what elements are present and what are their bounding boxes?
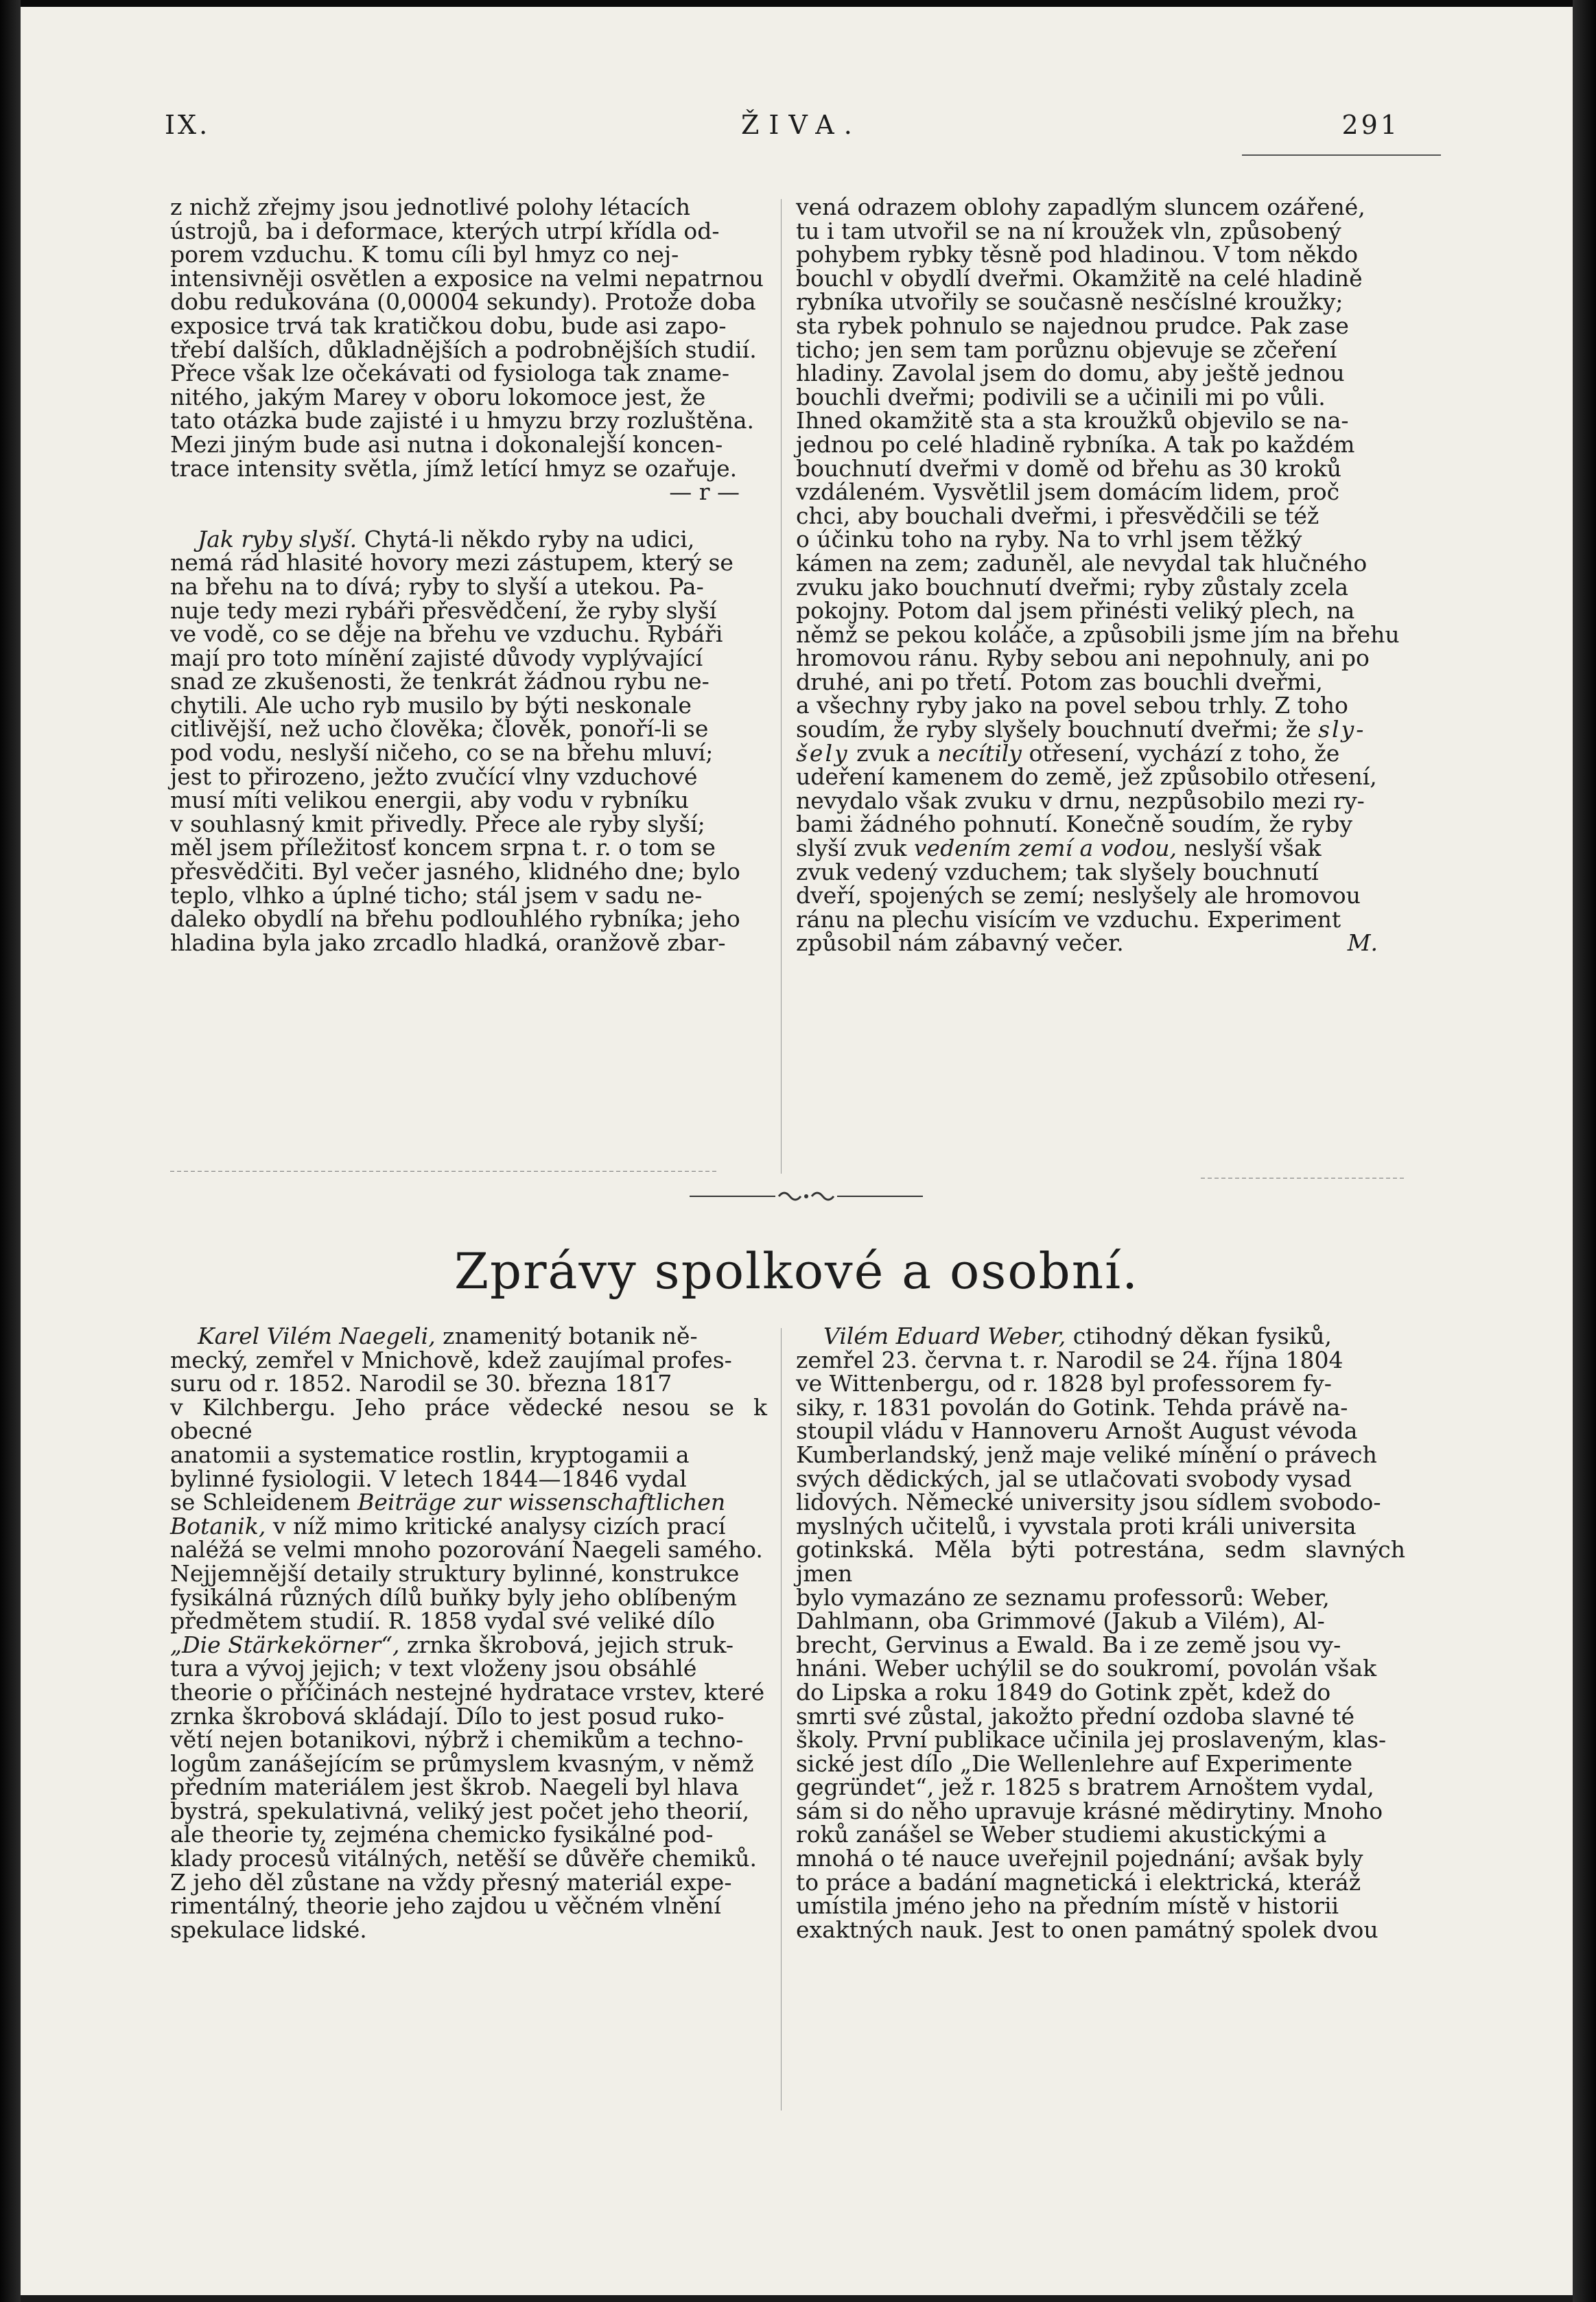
text-line: v Kilchbergu. Jeho práce vědecké nesou se k obecné — [170, 1393, 767, 1445]
text-line: třebí dalších, důkladnějších a podrobnějších studií. — [170, 336, 757, 363]
text-run: zrnka škrobová, jejich struk- — [399, 1631, 734, 1658]
text-line: gegründet“, jež r. 1825 s bratrem Arnoštem vydal, — [796, 1774, 1374, 1801]
text-line: intensivněji osvětlen a exposice na velmi nepatrnou — [170, 264, 764, 292]
text-line: jednou po celé hladině rybníka. A tak po každém — [796, 430, 1355, 458]
text-line: porem vzduchu. K tomu cíli byl hmyz co nej- — [170, 241, 679, 268]
journal-title: ŽIVA. — [741, 110, 862, 140]
text-line: tura a vývoj jejich; v text vloženy jsou obsáhlé — [170, 1655, 697, 1682]
text-line: chci, aby bouchali dveřmi, i přesvědčili se též — [796, 502, 1319, 529]
text-run: se Schleidenem — [170, 1489, 358, 1516]
text-line: suru od r. 1852. Narodil se 30. března 1817 — [170, 1370, 672, 1397]
running-header — [165, 110, 1400, 151]
text-line: mecký, zemřel v Mnichově, kdež zaujímal profes- — [170, 1346, 732, 1373]
text-line: anatomii a systematice rostlin, kryptogamii a — [170, 1441, 690, 1468]
text-line: teplo, vlhko a úplné ticho; stál jsem v sadu ne- — [170, 881, 703, 909]
text-run: v níž mimo kritické analysy cizích prací — [266, 1512, 726, 1539]
text-line: klady procesů vitálných, netěší se důvěře chemiků. — [170, 1845, 757, 1872]
text-line: musí míti velikou energii, aby vodu v rybníku — [170, 787, 689, 814]
header-rule — [1242, 154, 1441, 156]
text-line: hladina byla jako zrcadlo hladká, oranžově zbar- — [170, 929, 726, 956]
text-line: na břehu na to dívá; ryby to slyší a utekou. Pa- — [170, 572, 704, 600]
text-line: jest to přirozeno, ježto zvučící vlny vzduchové — [170, 763, 698, 790]
text-line: ve Wittenbergu, od r. 1828 byl professorem fy- — [796, 1370, 1332, 1397]
text-line: školy. První publikace učinila jej proslaveným, klas- — [796, 1726, 1387, 1754]
person-name: Vilém Eduard Weber, — [823, 1323, 1066, 1349]
text-line — [796, 931, 1405, 955]
text-line: o účinku toho na ryby. Na to vrhl jsem těžký — [796, 526, 1302, 553]
text-line: v souhlasný kmit přivedly. Přece ale ryby slyší; — [170, 810, 705, 837]
text-line: sám si do něho upravuje krásné mědirytiny. Mnoho — [796, 1797, 1383, 1824]
text-line: rimentálný, theorie jeho zajdou u věčném vlnění — [170, 1892, 721, 1920]
book-title: „Die Stärkekörner“, — [170, 1631, 400, 1658]
text-line: stoupil vládu v Hannoveru Arnošt August vévoda — [796, 1417, 1358, 1445]
emphasis-run: vedením zemí a vodou, — [913, 835, 1177, 862]
text-line: Mezi jiným bude asi nutna i dokonalejší koncen- — [170, 430, 723, 458]
emphasis-run: necítily — [937, 739, 1022, 767]
text-line: bami žádného pohnutí. Konečně soudím, že ryby — [796, 811, 1353, 838]
text-line: dobu redukována (0,00004 sekundy). Protože doba — [170, 288, 756, 316]
text-line: bouchl v obydlí dveřmi. Okamžitě na celé hladině — [796, 264, 1363, 292]
text-line: snad ze zkušenosti, že tenkrát žádnou rybu ne- — [170, 668, 709, 695]
text-run: otřesení, vychází z toho, že — [1021, 739, 1340, 767]
column-top-left — [170, 196, 767, 955]
text-line: nuje tedy mezi rybáři přesvědčení, že ryby slyší — [170, 596, 717, 624]
text-line: do Lipska a roku 1849 do Gotink zpět, kdež do — [796, 1678, 1331, 1706]
article-signature: — r — — [669, 478, 740, 506]
text-line: nevydalo však zvuku v drnu, nezpůsobilo mezi ry- — [796, 787, 1365, 814]
text-line: nitého, jakým Marey v oboru lokomoce jest, že — [170, 383, 706, 410]
text-line: zrnka škrobová skládají. Dílo to jest posud ruko- — [170, 1702, 725, 1730]
text-line: nemá rád hlasité hovory mezi zástupem, který se — [170, 549, 734, 577]
scan-border-top — [0, 0, 1596, 7]
text-run: Chytá-li někdo ryby na udici, — [364, 525, 695, 553]
text-line: ticho; jen sem tam porůznu objevuje se zčeření — [796, 336, 1337, 363]
text-line: Z jeho děl zůstane na vždy přesný materiál expe- — [170, 1868, 732, 1896]
column-top-right — [796, 196, 1405, 955]
text-line: ve vodě, co se děje na břehu ve vzduchu. Rybáři — [170, 620, 723, 648]
text-line: Nejjemnější detaily struktury bylinné, konstrukce — [170, 1559, 740, 1587]
emphasis-run: sly- — [1318, 716, 1366, 743]
text-line: mnohá o té nauce uveřejnil pojednání; avšak byly — [796, 1845, 1363, 1872]
text-line: vzdáleném. Vysvětlil jsem domácím lidem, proč — [796, 478, 1340, 506]
text-line: hladiny. Zavolal jsem do domu, aby ještě jednou — [796, 360, 1345, 387]
text-line: Dahlmann, oba Grimmové (Jakub a Vilém), Al- — [796, 1607, 1325, 1635]
text-line: tu i tam utvořil se na ní kroužek vln, způsobený — [796, 217, 1341, 244]
text-line: smrti své zůstal, jakožto přední ozdoba slavné té — [796, 1702, 1354, 1730]
text-line: z nichž zřejmy jsou jednotlivé polohy létacích — [170, 194, 691, 220]
text-line: daleko obydlí na břehu podlouhlého rybníka; jeho — [170, 905, 740, 933]
book-title: Beiträge zur wissenschaftlichen — [357, 1489, 726, 1516]
text-line: hnáni. Weber uchýlil se do soukromí, povolán však — [796, 1655, 1377, 1682]
emphasis-run: šely — [796, 739, 849, 767]
text-line: logům zanášejícím se průmyslem kvasným, v němž — [170, 1749, 754, 1777]
document-page — [21, 7, 1573, 2295]
text-line: sické jest dílo „Die Wellenlehre auf Experimente — [796, 1749, 1353, 1777]
volume-number: IX. — [165, 110, 211, 140]
text-line: roků zanášel se Weber studiemi akustickými a — [796, 1821, 1327, 1848]
text-line: měl jsem příležitosť koncem srpna t. r. o tom se — [170, 834, 716, 861]
text-line: naléžá se velmi mnoho pozorování Naegeli samého. — [170, 1536, 763, 1563]
scan-border-right — [1573, 0, 1596, 2302]
text-line: předmětem studií. R. 1858 vydal své veliké dílo — [170, 1607, 716, 1635]
text-line: pokojny. Potom dal jsem přinésti veliký plech, na — [796, 597, 1355, 625]
text-line: Kumberlandský, jenž maje veliké mínění o právech — [796, 1441, 1377, 1468]
text-line: chytili. Ale ucho ryb musilo by býti neskonale — [170, 691, 692, 719]
text-line: zvuku jako bouchnutí dveřmi; ryby zůstaly zcela — [796, 573, 1349, 601]
text-line: zemřel 23. června t. r. Narodil se 24. října 1804 — [796, 1346, 1343, 1373]
person-name: Karel Vilém Naegeli, — [198, 1323, 436, 1349]
text-line: Ihned okamžitě sta a sta kroužků objevilo se na- — [796, 407, 1349, 434]
text-line: lidových. Německé university jsou sídlem svobodo- — [796, 1489, 1381, 1516]
text-run: ctihodný děkan fysiků, — [1066, 1323, 1332, 1349]
text-run: slyší zvuk — [796, 835, 914, 862]
text-run: zvuk a — [849, 739, 938, 767]
text-line: tato otázka bude zajisté i u hmyzu brzy rozluštěna. — [170, 407, 754, 434]
text-line — [170, 1491, 767, 1515]
text-line: bystrá, spekulativná, veliký jest počet jeho theorií, — [170, 1797, 750, 1824]
column-end-rule — [170, 1171, 719, 1172]
text-line — [796, 718, 1405, 742]
text-line: sta rybek pohnulo se najednou prudce. Pak zase — [796, 312, 1349, 339]
text-line: ránu na plechu visícím ve vzduchu. Experiment — [796, 905, 1341, 933]
text-line: ústrojů, ba i deformace, kterých utrpí křídla od- — [170, 217, 720, 244]
text-line — [796, 1325, 1405, 1349]
text-line: ale theorie ty, zejména chemicko fysikálné pod- — [170, 1821, 714, 1848]
text-line: a všechny ryby jako na povel sebou trhly. Z toho — [796, 692, 1348, 719]
text-line: předním materiálem jest škrob. Naegeli byl hlava — [170, 1774, 739, 1801]
text-line — [796, 837, 1405, 861]
text-line: němž se pekou koláče, a způsobili jsme jím na břehu — [796, 620, 1400, 648]
text-line: druhé, ani po třetí. Potom zas bouchli dveřmi, — [796, 668, 1323, 695]
text-line: fysikálná různých dílů buňky byly jeho oblíbeným — [170, 1583, 738, 1611]
text-line: kámen na zem; zaduněl, ale nevydal tak hlučného — [796, 549, 1368, 577]
text-line: hromovou ránu. Ryby sebou ani nepohnuly, ani po — [796, 644, 1370, 672]
column-divider — [781, 1328, 782, 2111]
text-line: udeření kamenem do země, jež způsobilo otřesení, — [796, 763, 1377, 791]
text-line: exposice trvá tak kratičkou dobu, bude asi zapo- — [170, 312, 727, 339]
text-line: exaktných nauk. Jest to onen památný spolek dvou — [796, 1916, 1378, 1943]
page-number: 291 — [1341, 110, 1400, 140]
text-run: znamenitý botanik ně- — [435, 1323, 698, 1349]
text-line: pod vodu, neslyší ničeho, co se na břehu mluví; — [170, 739, 714, 767]
article-signature: M. — [1347, 929, 1378, 957]
text-line: pohybem rybky těsně pod hladinou. V tom někdo — [796, 241, 1359, 268]
text-line: brecht, Gervinus a Ewald. Ba i ze země jsou vy- — [796, 1631, 1341, 1658]
text-run: způsobil nám zábavný večer. — [796, 929, 1124, 957]
text-line: gotinkská. Měla býti potrestána, sedm slavných jmen — [796, 1536, 1405, 1587]
column-bottom-right — [796, 1325, 1405, 1942]
text-run: neslyší však — [1176, 835, 1322, 862]
text-line: to práce a badání magnetická i elektrická, kteráž — [796, 1868, 1361, 1896]
text-line — [796, 739, 1405, 767]
section-ornament — [690, 1186, 923, 1207]
text-line: myslných učitelů, i vyvstala proti králi universita — [796, 1512, 1357, 1539]
text-line — [170, 1512, 767, 1539]
text-line: svých dědických, jal se utlačovati svobody vysad — [796, 1465, 1352, 1492]
text-line: bylo vymazáno ze seznamu professorů: Weber, — [796, 1583, 1330, 1611]
article-lead-line — [170, 525, 767, 553]
column-bottom-left — [170, 1325, 767, 1942]
text-line: siky, r. 1831 povolán do Gotink. Tehda právě na- — [796, 1393, 1348, 1421]
article-heading: Jak ryby slyší. — [198, 525, 357, 553]
text-line: vená odrazem oblohy zapadlým sluncem ozářené, — [796, 194, 1365, 220]
text-line: rybníka utvořily se současně nesčíslné kroužky; — [796, 288, 1343, 316]
text-line: citlivější, než ucho člověka; člověk, ponoří-li se — [170, 715, 709, 743]
text-line: trace intensity světla, jímž letící hmyz se ozařuje. — [170, 454, 738, 482]
text-line: Přece však lze očekávati od fysiologa tak zname- — [170, 360, 729, 387]
text-line: theorie o příčinách nestejné hydratace vrstev, které — [170, 1678, 765, 1706]
text-line: mají pro toto mínění zajisté důvody vyplývající — [170, 644, 703, 671]
section-title: Zprávy spolkové a osobní. — [454, 1242, 1140, 1300]
text-line: bouchli dveřmi; podivili se a učinili mi po vůli. — [796, 383, 1326, 410]
text-line: větí nejen botanikovi, nýbrž i chemikům a techno- — [170, 1726, 744, 1754]
text-run: soudím, že ryby slyšely bouchnutí dveřmi; že — [796, 716, 1319, 743]
scan-border-left — [0, 0, 21, 2302]
text-line: přesvědčiti. Byl večer jasného, klidného dne; bylo — [170, 858, 740, 885]
text-line: zvuk vedený vzduchem; tak slyšely bouchnutí — [796, 858, 1319, 885]
text-line: dveří, spojených se zemí; neslyšely ale hromovou — [796, 882, 1361, 909]
text-line: bouchnutí dveřmi v domě od břehu as 30 kroků — [796, 454, 1342, 482]
text-line — [170, 1631, 767, 1658]
book-title: Botanik, — [170, 1512, 266, 1539]
text-line — [170, 1325, 767, 1349]
text-line: bylinné fysiologii. V letech 1844—1846 vydal — [170, 1465, 687, 1492]
text-line: umístila jméno jeho na předním místě v historii — [796, 1892, 1339, 1920]
text-line: spekulace lidské. — [170, 1916, 367, 1943]
column-divider — [781, 199, 782, 1174]
